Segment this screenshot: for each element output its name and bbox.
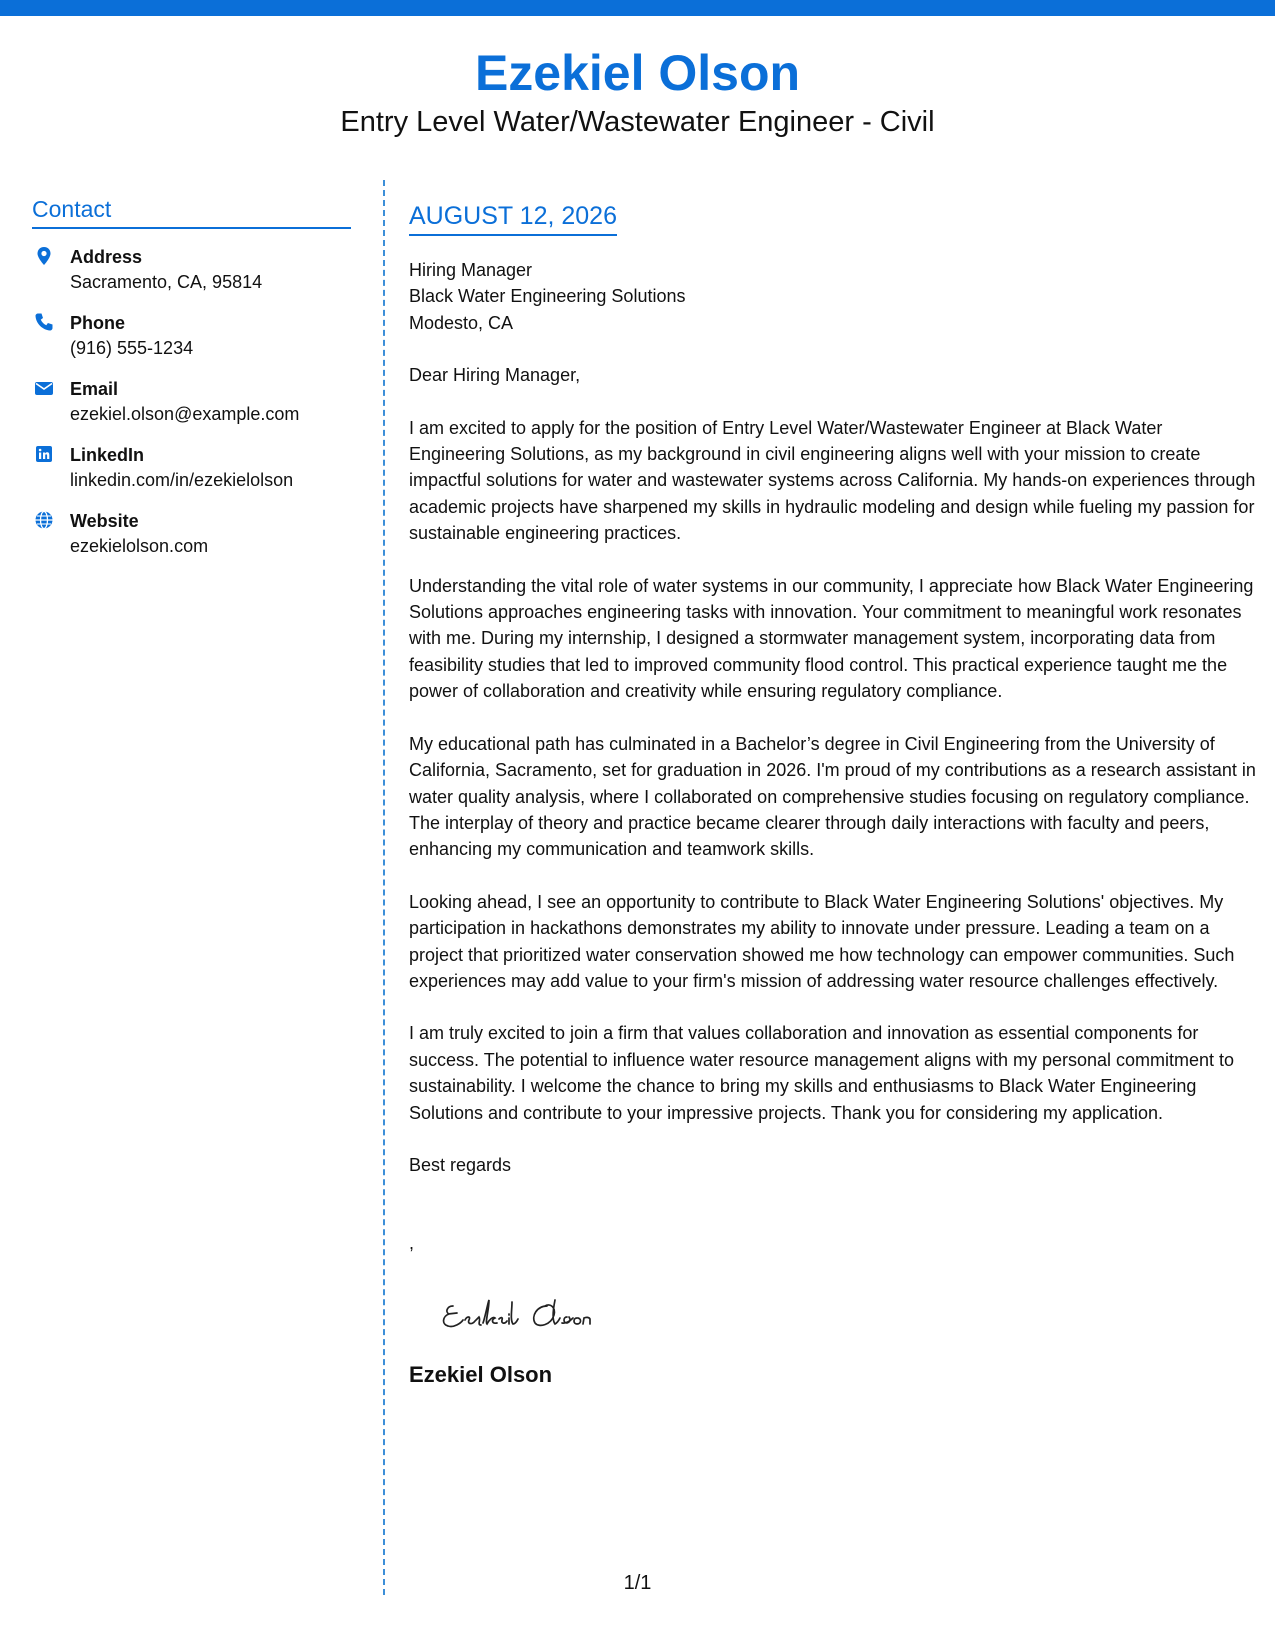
email-label: Email (70, 379, 119, 399)
handwritten-signature (439, 1290, 1259, 1340)
contact-linkedin (32, 443, 351, 493)
recipient-company: Black Water Engineering Solutions (409, 286, 686, 307)
letter-body (409, 199, 1259, 1390)
closing-comma: , (409, 1233, 415, 1254)
recipient-block (409, 257, 1259, 336)
paragraph-5: I am truly excited to join a firm that values collaboration and innovation as essential components for success. The potential to influence water resource management aligns with my personal commitment to sustainability. I welcome the chance to bring my skills and enthusiasms to Black Water Engineering Solutions and contribute to your impressive projects. Thank you for considering my application. (409, 1023, 1235, 1123)
contact-website (32, 509, 351, 559)
linkedin-value: linkedin.com/in/ezekielolson (70, 470, 294, 490)
salutation: Dear Hiring Manager, (409, 365, 581, 386)
page-header (0, 42, 1275, 140)
contact-address (32, 245, 351, 295)
phone-label: Phone (70, 313, 126, 333)
recipient-location: Modesto, CA (409, 312, 514, 333)
paragraph-3: My educational path has culminated in a Bachelor’s degree in Civil Engineering from the University of California, Sacramento, set for graduation in 2026. I'm proud of my contributions as a research assistant in water quality analysis, where I collaborated on comprehensive studies focusing on regulatory compliance. The interplay of theory and practice became clearer through daily interactions with faculty and peers, enhancing my communication and teamwork skills. (409, 733, 1256, 860)
letter-date: AUGUST 12, 2026 (409, 199, 617, 236)
contact-section-title: Contact (32, 193, 351, 229)
linkedin-icon (34, 444, 54, 464)
paragraph-1: I am excited to apply for the position of Entry Level Water/Wastewater Engineer at Black Water Engineering Solutions, as my background in civil engineering aligns well with your mission to create impactful solutions for water and wastewater systems across California. My hands-on experiences through academic projects have sharpened my skills in hydraulic modeling and design while fueling my passion for sustainable engineering practices. (409, 417, 1256, 544)
top-accent-bar (0, 0, 1275, 16)
contact-phone (32, 311, 351, 361)
website-value: ezekielolson.com (70, 536, 209, 556)
contact-email (32, 377, 351, 427)
website-label: Website (70, 511, 139, 531)
page-number: 1/1 (623, 1572, 652, 1594)
address-label: Address (70, 247, 143, 267)
email-value: ezekiel.olson@example.com (70, 404, 300, 424)
address-value: Sacramento, CA, 95814 (70, 272, 263, 292)
column-divider (383, 180, 385, 1595)
phone-value: (916) 555-1234 (70, 338, 194, 358)
paragraph-2: Understanding the vital role of water systems in our community, I appreciate how Black Water Engineering Solutions approaches engineering tasks with innovation. Your commitment to meaningful work resonates with me. During my internship, I designed a stormwater management system, incorporating data from feasibility studies that led to improved community flood control. This practical experience taught me the power of collaboration and creativity while ensuring regulatory compliance. (409, 575, 1254, 702)
linkedin-label: LinkedIn (70, 445, 145, 465)
map-pin-icon (34, 246, 54, 266)
signer-name: Ezekiel Olson (409, 1361, 553, 1387)
paragraph-4: Looking ahead, I see an opportunity to contribute to Black Water Engineering Solutions' objectives. My participation in hackathons demonstrates my ability to innovate under pressure. Leading a team on a project that prioritized water conservation showed me how technology can empower communities. Such experiences may add value to your firm's mission of addressing water resource challenges effectively. (409, 891, 1235, 991)
closing: Best regards (409, 1154, 512, 1175)
globe-icon (34, 510, 54, 530)
contact-sidebar (32, 193, 351, 559)
envelope-icon (34, 378, 54, 398)
job-title: Entry Level Water/Wastewater Engineer - Civil (340, 106, 935, 138)
phone-icon (34, 312, 54, 332)
recipient-title: Hiring Manager (409, 260, 533, 280)
applicant-name: Ezekiel Olson (474, 45, 801, 101)
